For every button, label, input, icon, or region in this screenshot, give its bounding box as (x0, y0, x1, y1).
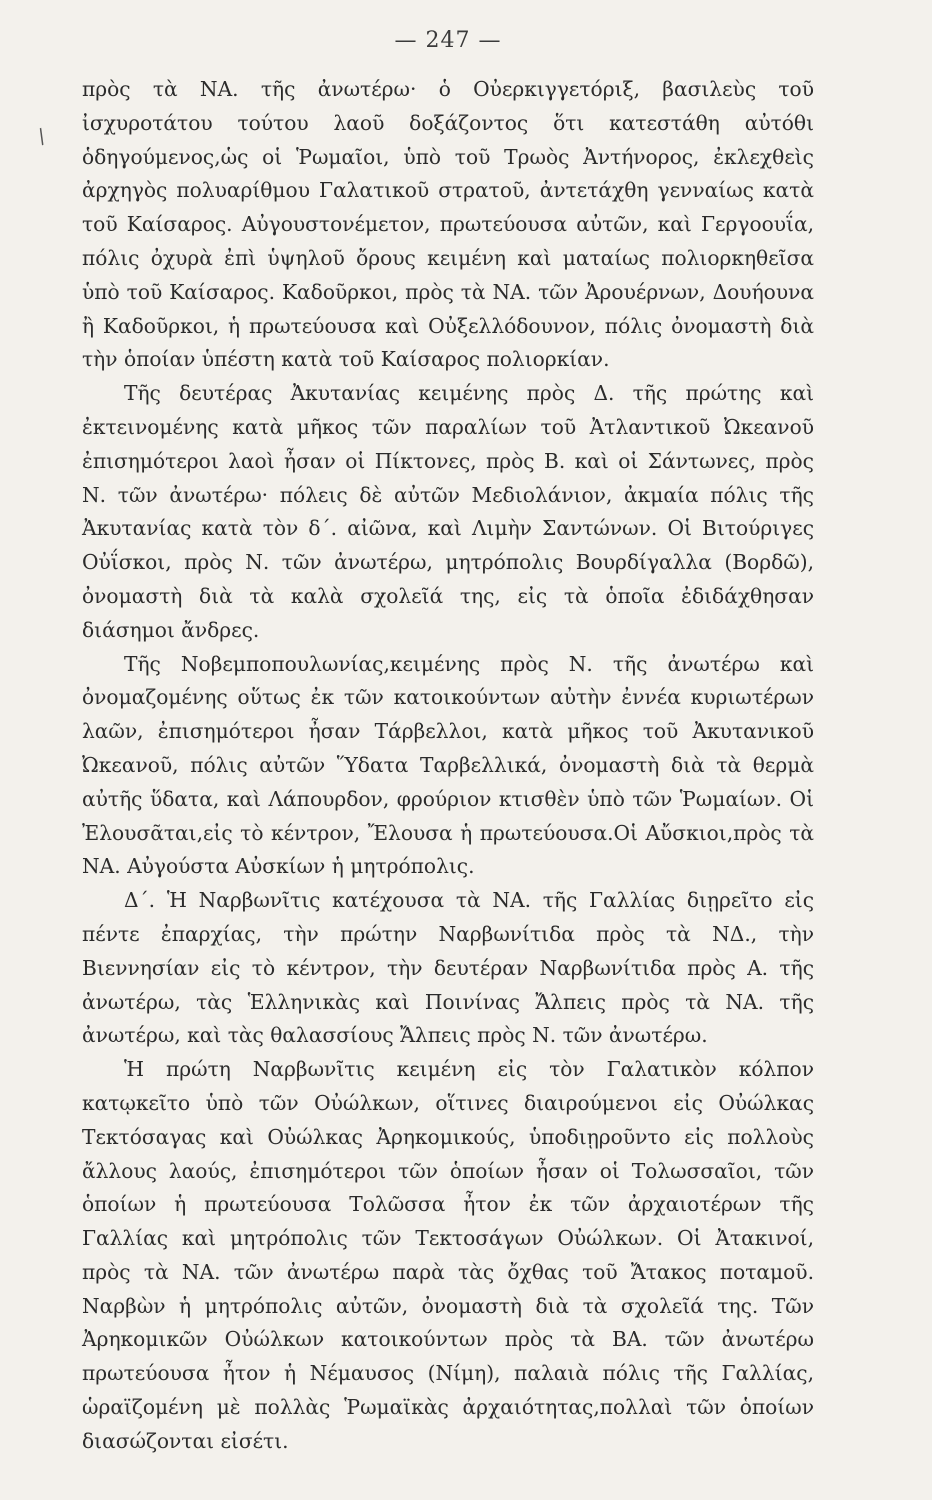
paragraph-continued: πρὸς τὰ ΝΑ. τῆς ἀνωτέρω· ὁ Οὐερκιγγετόριξ, βασιλεὺς τοῦ ἰσχυροτάτου τούτου λαοῦ δοξάζοντος ὅτι κατεστάθη αὐτόθι ὁδηγούμενος,ὡς οἱ Ῥωμαῖοι, ὑπὸ τοῦ Τρωὸς Ἀντήνορος, ἐκλεχθεὶς ἀρχηγὸς πολυαρίθμου Γαλατικοῦ στρατοῦ, ἀντετάχθη γενναίως κατὰ τοῦ Καίσαρος. Αὐγουστονέμετον, πρωτεύουσα αὐτῶν, καὶ Γεργοουΐα, πόλις ὀχυρὰ ἐπὶ ὑψηλοῦ ὄρους κειμένη καὶ ματαίως πολιορκηθεῖσα ὑπὸ τοῦ Καίσαρος. Καδοῦρκοι, πρὸς τὰ ΝΑ. τῶν Ἀρουέρνων, Δουήουνα ἢ Καδοῦρκοι, ἡ πρωτεύουσα καὶ Οὐξελλόδουνον, πόλις ὀνομαστὴ διὰ τὴν ὁποίαν ὑπέστη κατὰ τοῦ Καίσαρος πολιορκίαν. (82, 77, 814, 372)
paragraph-first-narbonensis: Ἡ πρώτη Ναρβωνῖτις κειμένη εἰς τὸν Γαλατικὸν κόλπον κατῳκεῖτο ὑπὸ τῶν Οὐώλκων, οἵτινες διαιρούμενοι εἰς Οὐώλκας Τεκτόσαγας καὶ Οὐώλκας Ἀρηκομικούς, ὑποδιῃροῦντο εἰς πολλοὺς ἄλλους λαούς, ἐπισημότεροι τῶν ὁποίων ἦσαν οἱ Τολωσσαῖοι, τῶν ὁποίων ἡ πρωτεύουσα Τολῶσσα ἦτον ἐκ τῶν ἀρχαιοτέρων τῆς Γαλλίας καὶ μητρόπολις τῶν Τεκτοσάγων Οὐώλκων. Οἱ Ἀτακινοί, πρὸς τὰ ΝΑ. τῶν ἀνωτέρω παρὰ τὰς ὄχθας τοῦ Ἄτακος ποταμοῦ. Ναρβὼν ἡ μητρόπολις αὐτῶν, ὀνομαστὴ διὰ τὰ σχολεῖά της. Τῶν Ἀρηκομικῶν Οὐώλκων κατοικούντων πρὸς τὰ ΒΑ. τῶν ἀνωτέρω πρωτεύουσα ἦτον ἡ Νέμαυσος (Νίμη), παλαιὰ πόλις τῆς Γαλλίας, ὡραϊζομένη μὲ πολλὰς Ῥωμαϊκὰς ἀρχαιότητας,πολλαὶ τῶν ὁποίων διασώζονται εἰσέτι. (82, 1057, 814, 1453)
page-number: — 247 — (394, 28, 502, 53)
paragraph-second-aquitania: Τῆς δευτέρας Ἀκυτανίας κειμένης πρὸς Δ. τῆς πρώτης καὶ ἐκτεινομένης κατὰ μῆκος τῶν παραλίων τοῦ Ἀτλαντικοῦ Ὠκεανοῦ ἐπισημότεροι λαοὶ ἦσαν οἱ Πίκτονες, πρὸς Β. καὶ οἱ Σάντωνες, πρὸς Ν. τῶν ἀνωτέρω· πόλεις δὲ αὐτῶν Μεδιολάνιον, ἀκμαία πόλις τῆς Ἀκυτανίας κατὰ τὸν δ΄. αἰῶνα, καὶ Λιμὴν Σαντώνων. Οἱ Βιτούριγες Οὐΐσκοι, πρὸς Ν. τῶν ἀνωτέρω, μητρόπολις Βουρδίγαλλα (Βορδῶ), ὀνομαστὴ διὰ τὰ καλὰ σχολεῖά της, εἰς τὰ ὁποῖα ἐδιδάχθησαν διάσημοι ἄνδρες. (82, 381, 814, 642)
paragraph-narbonensis: Δ΄. Ἡ Ναρβωνῖτις κατέχουσα τὰ ΝΑ. τῆς Γαλλίας διῃρεῖτο εἰς πέντε ἐπαρχίας, τὴν πρώτην Ναρβωνίτιδα πρὸς τὰ ΝΔ., τὴν Βιεννησίαν εἰς τὸ κέντρον, τὴν δευτέραν Ναρβωνίτιδα πρὸς Α. τῆς ἀνωτέρω, τὰς Ἑλληνικὰς καὶ Ποινίνας Ἄλπεις πρὸς τὰ ΝΑ. τῆς ἀνωτέρω, καὶ τὰς θαλασσίους Ἄλπεις πρὸς Ν. τῶν ἀνωτέρω. (82, 888, 814, 1048)
margin-mark: / (33, 123, 50, 149)
paragraph-novempopulania: Τῆς Νοβεμποπουλωνίας,κειμένης πρὸς Ν. τῆς ἀνωτέρω καὶ ὀνομαζομένης οὕτως ἐκ τῶν κατοικούντων αὐτὴν ἐννέα κυριωτέρων λαῶν, ἐπισημότεροι ἦσαν Τάρβελλοι, κατὰ μῆκος τοῦ Ἀκυτανικοῦ Ὠκεανοῦ, πόλις αὐτῶν Ὕδατα Ταρβελλικά, ὀνομαστὴ διὰ τὰ θερμὰ αὐτῆς ὕδατα, καὶ Λάπουρδον, φρούριον κτισθὲν ὑπὸ τῶν Ῥωμαίων. Οἱ Ἐλουσᾶται,εἰς τὸ κέντρον, Ἔλουσα ἡ πρωτεύουσα.Οἱ Αὔσκιοι,πρὸς τὰ ΝΑ. Αὐγούστα Αὐσκίων ἡ μητρόπολις. (82, 651, 814, 879)
